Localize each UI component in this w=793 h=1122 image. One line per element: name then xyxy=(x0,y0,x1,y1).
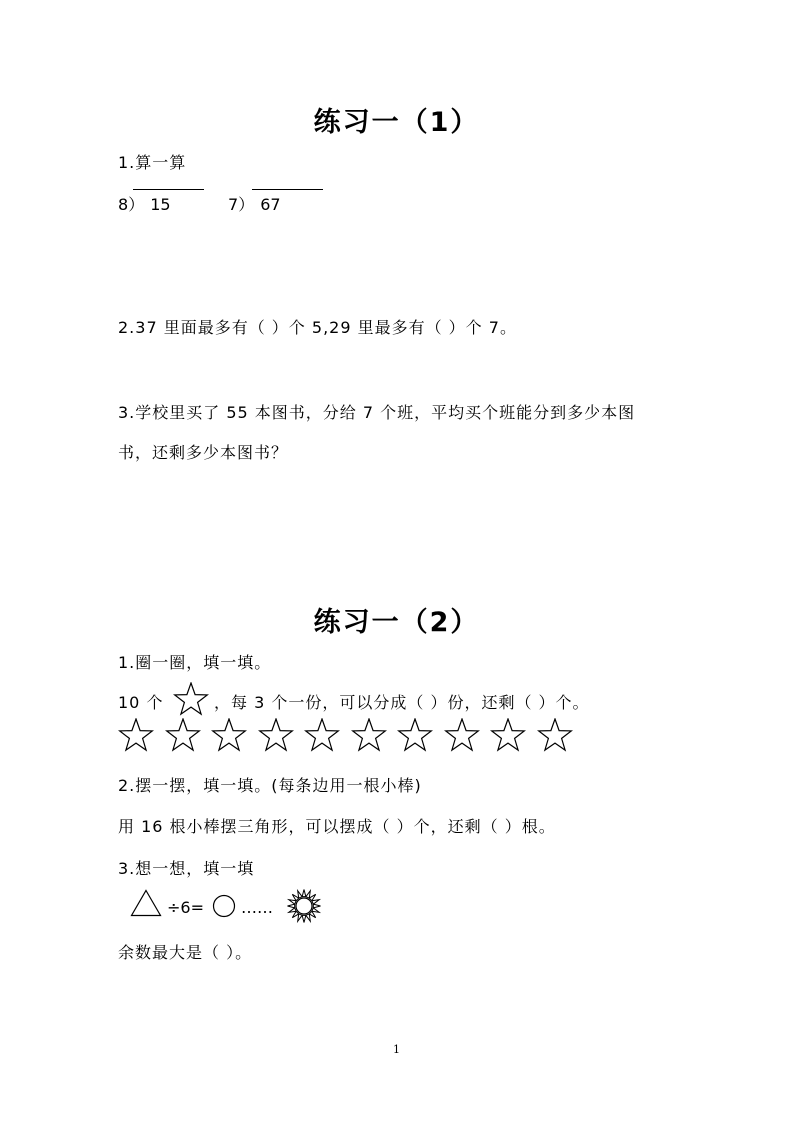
s2-q1-suffix: ，每 3 个一份，可以分成（ ）份，还剩（ ）个。 xyxy=(214,693,590,712)
s2-q2-label: 2.摆一摆，填一填。(每条边用一根小棒) xyxy=(118,776,422,795)
star-icon xyxy=(165,718,201,752)
q3-text-line2: 书，还剩多少本图书？ xyxy=(118,443,289,462)
equation-operator: ÷6= xyxy=(167,898,204,917)
page-number: 1 xyxy=(393,1043,400,1056)
equation-dots: …… xyxy=(241,898,273,917)
star-icon xyxy=(351,718,387,752)
star-icon xyxy=(490,718,526,752)
dividend: 15 xyxy=(150,195,171,214)
star-icon xyxy=(118,718,154,752)
divisor: 7 xyxy=(228,195,239,214)
star-icon xyxy=(304,718,340,752)
star-icon xyxy=(211,718,247,752)
dividend: 67 xyxy=(260,195,281,214)
s2-q2-text: 用 16 根小棒摆三角形，可以摆成（ ）个，还剩（ ）根。 xyxy=(118,817,556,836)
star-icon xyxy=(173,682,209,716)
q1-label: 1.算一算 xyxy=(118,153,187,172)
circle-icon xyxy=(212,894,236,918)
divisor: 8 xyxy=(118,195,129,214)
triangle-icon xyxy=(130,889,162,917)
s2-q3-answer: 余数最大是（ ）。 xyxy=(118,943,253,962)
division-overbar xyxy=(133,189,204,190)
division-bracket: ） xyxy=(128,195,145,214)
star-icon xyxy=(537,718,573,752)
division-bracket: ） xyxy=(238,195,255,214)
star-icon xyxy=(444,718,480,752)
star-icon xyxy=(258,718,294,752)
star-icon xyxy=(397,718,433,752)
section1-title: 练习一（1） xyxy=(313,107,480,138)
sun-icon xyxy=(286,888,322,924)
s2-q3-label: 3.想一想，填一填 xyxy=(118,859,255,878)
s2-q1-prefix: 10 个 xyxy=(118,693,164,712)
long-division-1 xyxy=(118,192,171,215)
q3-text-line1: 3.学校里买了 55 本图书，分给 7 个班，平均买个班能分到多少本图 xyxy=(118,403,636,422)
long-division-2 xyxy=(228,192,281,215)
s2-q1-label: 1.圈一圈，填一填。 xyxy=(118,653,272,672)
division-overbar xyxy=(252,189,323,190)
section2-title: 练习一（2） xyxy=(313,607,480,638)
q2-text: 2.37 里面最多有（ ）个 5,29 里最多有（ ）个 7。 xyxy=(118,318,517,337)
